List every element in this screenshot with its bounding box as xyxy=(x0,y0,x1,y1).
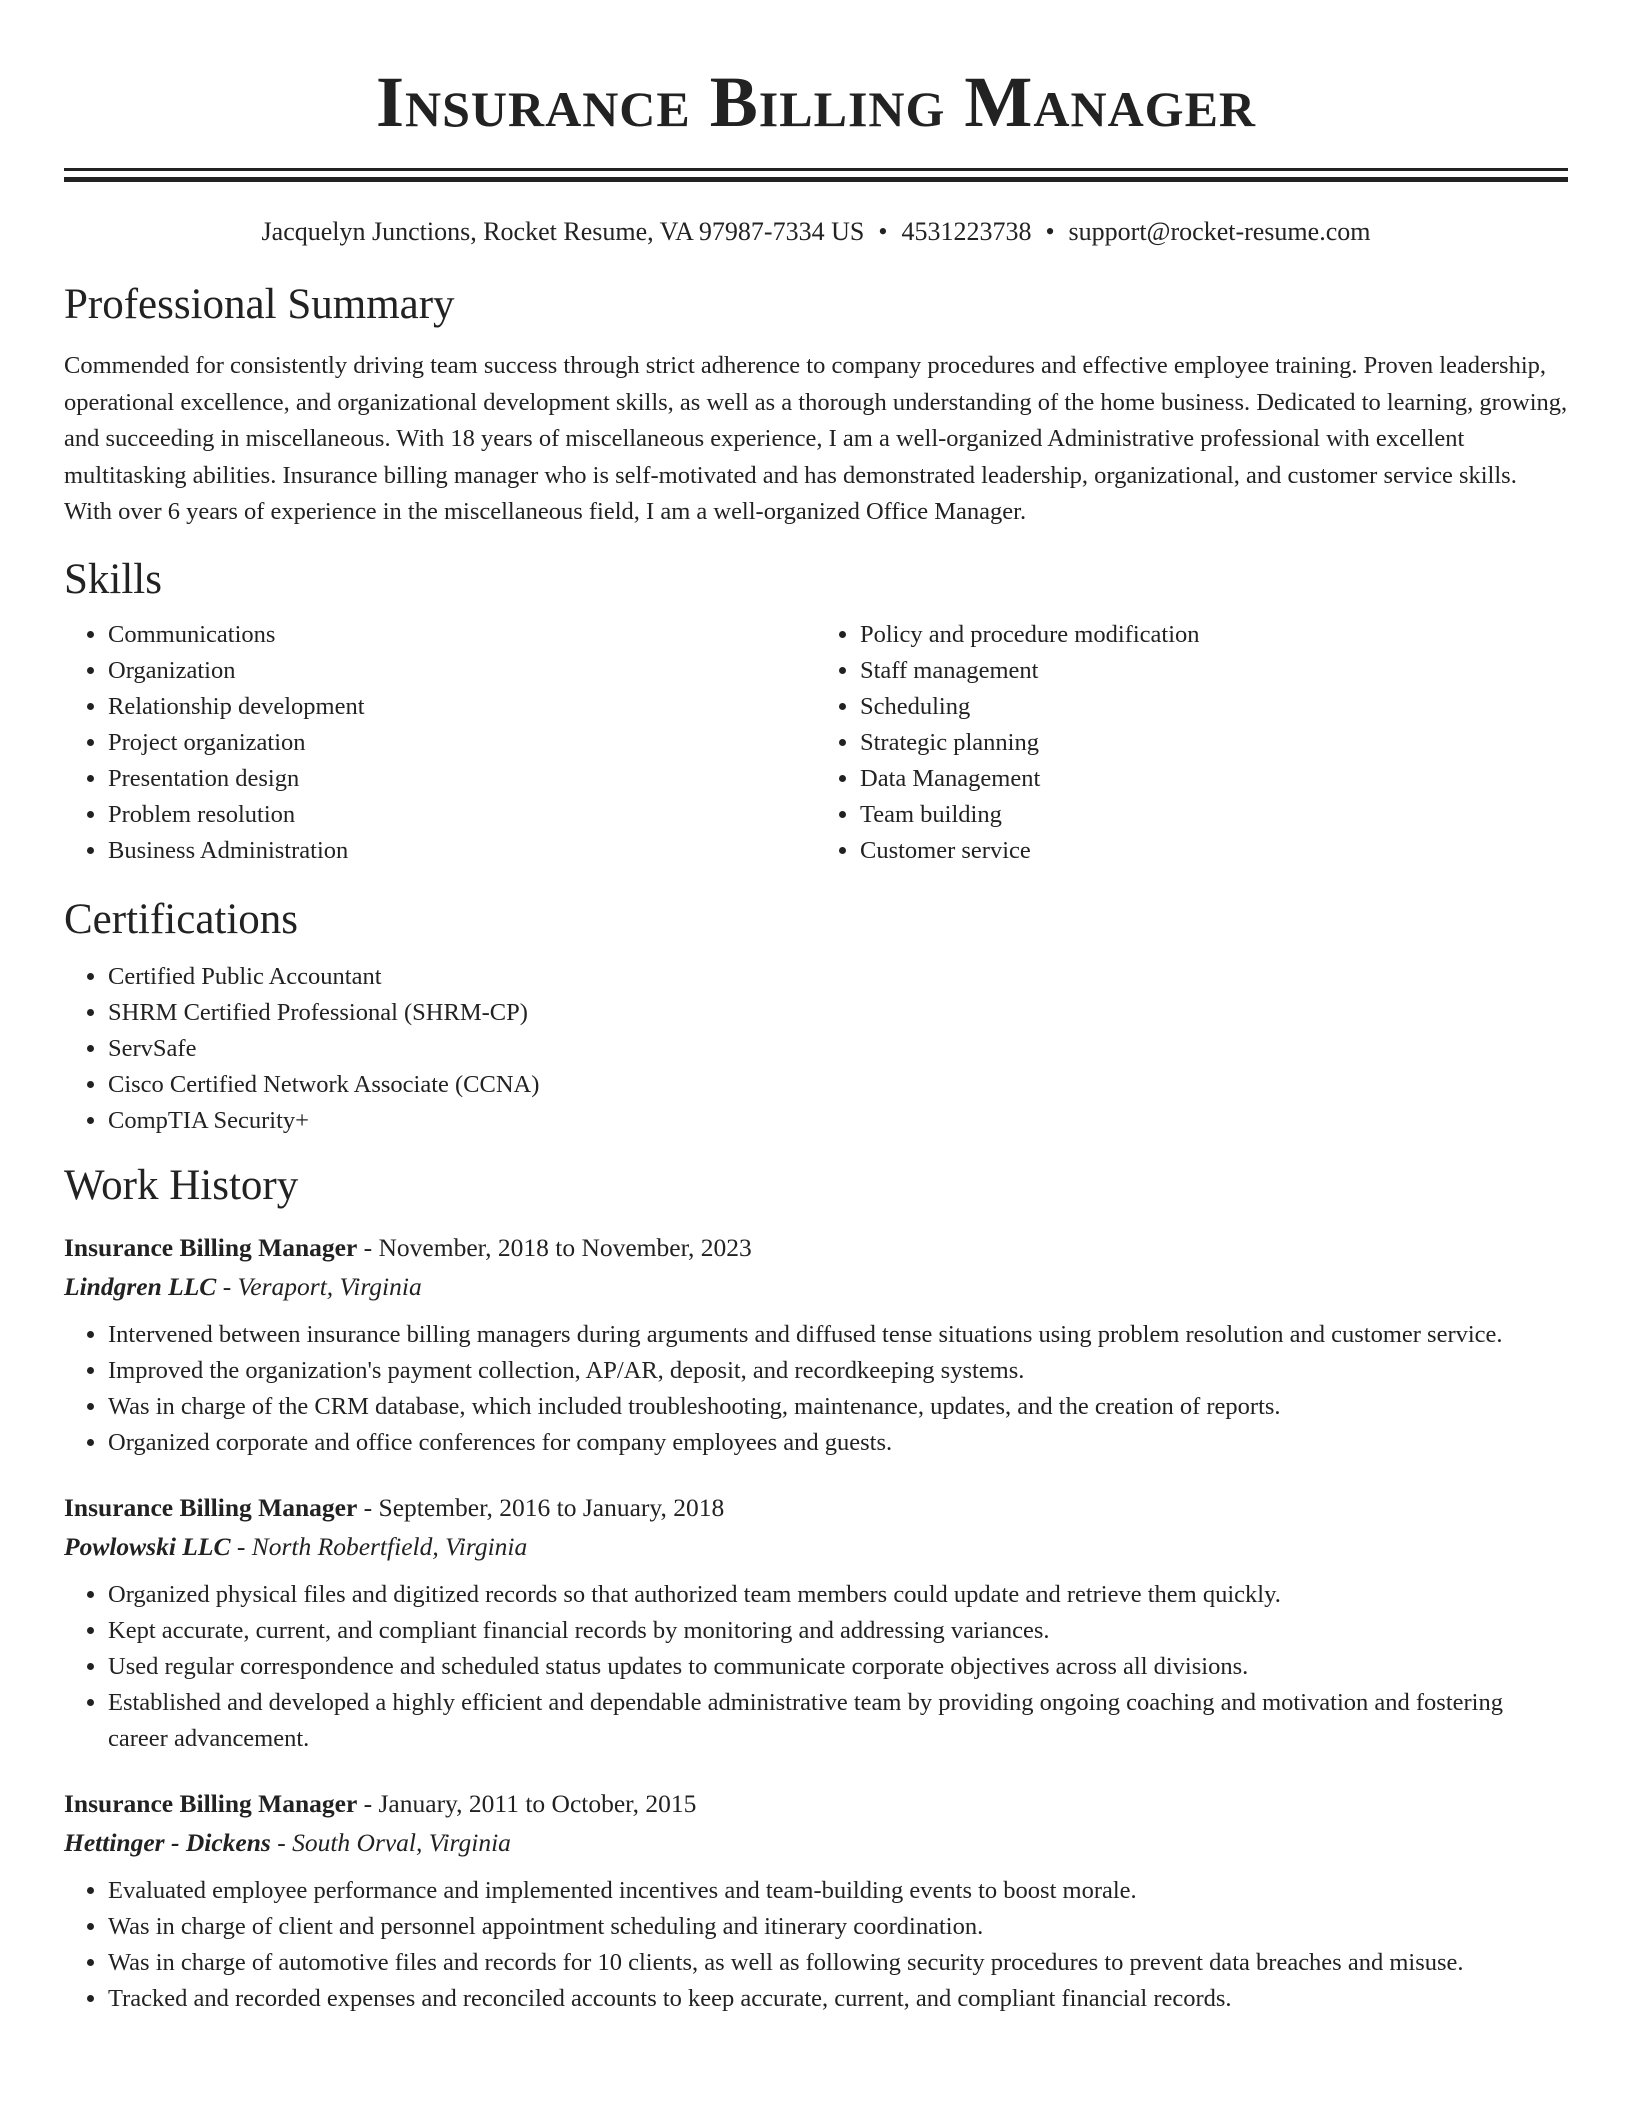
job-bullet: • Tracked and recorded expenses and reconciled accounts to keep accurate, current, and compliant financial records. xyxy=(108,1981,1568,2017)
job-bullet: • Kept accurate, current, and compliant financial records by monitoring and addressing variances. xyxy=(108,1613,1568,1649)
resume-title: Insurance Billing Manager xyxy=(375,62,1257,142)
job-title: Insurance Billing Manager xyxy=(64,1788,358,1818)
job-bullet: • Was in charge of automotive files and records for 10 clients, as well as following security procedures to prevent data breaches and misuse. xyxy=(108,1945,1568,1981)
contact-address: Jacquelyn Junctions, Rocket Resume, VA 97987-7334 US xyxy=(261,217,865,246)
skill-item: • Policy and procedure modification xyxy=(860,617,1568,653)
skill-item: • Problem resolution xyxy=(108,797,816,833)
certification-item: • CompTIA Security+ xyxy=(108,1103,1568,1139)
contact-line xyxy=(64,214,1568,250)
skill-item: • Business Administration xyxy=(108,833,816,869)
company-location: - Veraport, Virginia xyxy=(216,1271,422,1301)
job-entry xyxy=(64,1229,1568,1461)
certification-item: • ServSafe xyxy=(108,1031,1568,1067)
certifications-heading: Certifications xyxy=(64,895,299,943)
job-bullet: • Evaluated employee performance and implemented incentives and team-building events to boost morale. xyxy=(108,1873,1568,1909)
company-line xyxy=(64,1267,1568,1307)
job-bullets xyxy=(64,1317,1568,1461)
skill-item: • Organization xyxy=(108,653,816,689)
job-bullet: • Organized physical files and digitized records so that authorized team members could update and retrieve them quickly. xyxy=(108,1577,1568,1613)
company-line xyxy=(64,1823,1568,1863)
title-rule-top xyxy=(64,168,1568,171)
job-bullet: • Was in charge of client and personnel appointment scheduling and itinerary coordination. xyxy=(108,1909,1568,1945)
summary-text: Commended for consistently driving team success through strict adherence to company procedures and effective employee training. Proven leadership, operational excellence, and organizational development skills, as well as a thorough understanding of the home business. Dedicated to learning, growing, and succeeding in miscellaneous. With 18 years of miscellaneous experience, I am a well-organized Administrative professional with excellent multitasking abilities. Insurance billing manager who is self-motivated and has demonstrated leadership, organizational, and customer service skills. With over 6 years of experience in the miscellaneous field, I am a well-organized Office Manager. xyxy=(64,352,1568,525)
job-title: Insurance Billing Manager xyxy=(64,1492,358,1522)
job-title-line xyxy=(64,1785,1568,1823)
job-title: Insurance Billing Manager xyxy=(64,1232,358,1262)
job-bullet: • Established and developed a highly efficient and dependable administrative team by providing ongoing coaching and motivation and fostering career advancement. xyxy=(108,1685,1568,1757)
job-bullet: • Intervened between insurance billing managers during arguments and diffused tense situations using problem resolution and customer service. xyxy=(108,1317,1568,1353)
job-bullet: • Improved the organization's payment collection, AP/AR, deposit, and recordkeeping systems. xyxy=(108,1353,1568,1389)
job-dates: - September, 2016 to January, 2018 xyxy=(357,1492,725,1522)
company-location: - South Orval, Virginia xyxy=(270,1827,511,1857)
contact-separator: • xyxy=(878,217,888,246)
job-entry xyxy=(64,1785,1568,2017)
skills-heading: Skills xyxy=(64,555,162,603)
company-name: Powlowski LLC xyxy=(64,1531,231,1561)
skills-list-left xyxy=(64,617,816,869)
skills-list-right xyxy=(816,617,1568,869)
skill-item: • Data Management xyxy=(860,761,1568,797)
title-rule-bottom xyxy=(64,177,1568,182)
work-history-heading: Work History xyxy=(64,1161,299,1209)
skill-item: • Project organization xyxy=(108,725,816,761)
skill-item: • Scheduling xyxy=(860,689,1568,725)
summary-heading: Professional Summary xyxy=(64,281,455,328)
certification-item: • Certified Public Accountant xyxy=(108,959,1568,995)
skill-item: • Staff management xyxy=(860,653,1568,689)
skill-item: • Strategic planning xyxy=(860,725,1568,761)
contact-phone: 4531223738 xyxy=(901,217,1032,246)
job-title-line xyxy=(64,1229,1568,1267)
company-location: - North Robertfield, Virginia xyxy=(230,1531,528,1561)
job-title-line xyxy=(64,1489,1568,1527)
skills-columns xyxy=(64,617,1568,869)
skill-item: • Presentation design xyxy=(108,761,816,797)
company-name: Hettinger - Dickens xyxy=(64,1827,271,1857)
job-entry xyxy=(64,1489,1568,1757)
job-bullet: • Organized corporate and office conferences for company employees and guests. xyxy=(108,1425,1568,1461)
resume-page xyxy=(64,0,1568,2017)
skill-item: • Communications xyxy=(108,617,816,653)
company-name: Lindgren LLC xyxy=(64,1271,217,1301)
skill-item: • Customer service xyxy=(860,833,1568,869)
skill-item: • Relationship development xyxy=(108,689,816,725)
job-bullets xyxy=(64,1873,1568,2017)
job-bullet: • Was in charge of the CRM database, which included troubleshooting, maintenance, updates, and the creation of reports. xyxy=(108,1389,1568,1425)
job-bullets xyxy=(64,1577,1568,1757)
certifications-list xyxy=(64,959,1568,1139)
skill-item: • Team building xyxy=(860,797,1568,833)
contact-email: support@rocket-resume.com xyxy=(1068,217,1371,246)
certification-item: • SHRM Certified Professional (SHRM-CP) xyxy=(108,995,1568,1031)
job-dates: - November, 2018 to November, 2023 xyxy=(357,1232,752,1262)
job-bullet: • Used regular correspondence and scheduled status updates to communicate corporate objectives across all divisions. xyxy=(108,1649,1568,1685)
certification-item: • Cisco Certified Network Associate (CCNA) xyxy=(108,1067,1568,1103)
company-line xyxy=(64,1527,1568,1567)
contact-separator: • xyxy=(1045,217,1055,246)
job-dates: - January, 2011 to October, 2015 xyxy=(357,1788,697,1818)
